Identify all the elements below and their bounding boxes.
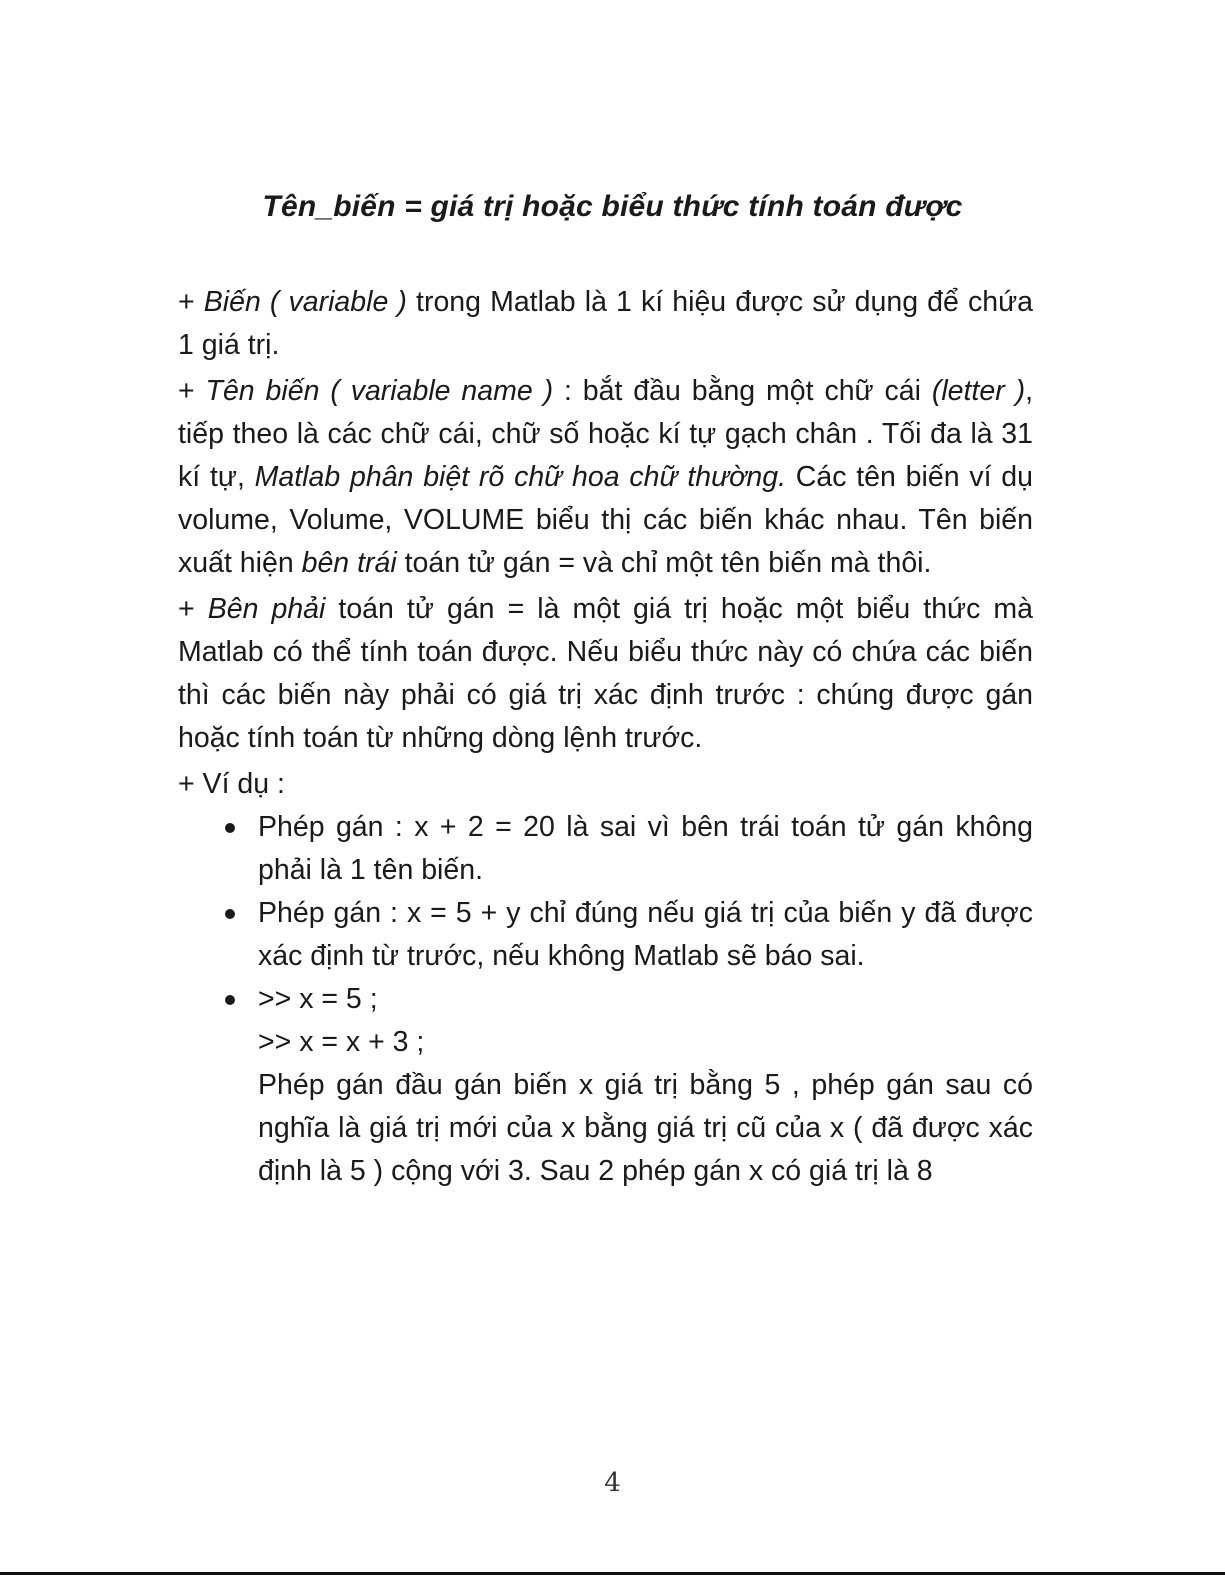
paragraph-right-side [178, 588, 1033, 760]
page-title: Tên_biến = giá trị hoặc biểu thức tính toán được [262, 190, 963, 223]
paragraph-text: trong Matlab là 1 kí hiệu được sử dụng để chứa 1 giá trị. [178, 286, 1034, 361]
example-list [178, 806, 1033, 1193]
list-item-text: Phép gán : x = 5 + y chỉ đúng nếu giá trị của biến y đã được xác định từ trước, nếu không Matlab sẽ báo sai. [258, 897, 1033, 972]
list-item [178, 806, 1033, 892]
paragraph-prefix: + [178, 286, 204, 318]
bullet-icon [225, 909, 235, 919]
bullet-icon [225, 823, 235, 833]
code-line: >> x = 5 ; [258, 983, 378, 1015]
paragraph-prefix: + [178, 593, 208, 625]
body-content [178, 281, 1033, 1193]
list-item-text: Phép gán đầu gán biến x giá trị bằng 5 , phép gán sau có nghĩa là giá trị mới của x bằng giá trị cũ của x ( đã được xác định là 5 ) cộng với 3. Sau 2 phép gán x có giá trị là 8 [258, 1069, 1033, 1187]
code-line: >> x = x + 3 ; [258, 1026, 425, 1058]
paragraph-variable-definition [178, 281, 1033, 367]
term-variable: Biến ( variable ) [203, 286, 407, 318]
term-variable-name: Tên biến ( variable name ) [205, 375, 554, 407]
bottom-border-line [0, 1572, 1225, 1575]
list-item [178, 892, 1033, 978]
paragraph-text: , tiếp theo là các chữ cái, chữ số hoặc kí tự gạch chân . Tối đa là 31 kí tự, [178, 375, 1033, 493]
paragraph-prefix: + [178, 375, 206, 407]
bullet-icon [225, 995, 235, 1005]
case-sensitivity-note: Matlab phân biệt rõ chữ hoa chữ thường. [254, 461, 786, 493]
page-number: 4 [604, 1468, 621, 1498]
paragraph-text: toán tử gán = là một giá trị hoặc một biểu thức mà Matlab có thể tính toán được. Nếu biểu thức này có chứa các biến thì các biến này phải có giá trị xác định trước : chúng được gán hoặc tính toán từ những dòng lệnh trước. [178, 593, 1034, 754]
paragraph-variable-name [178, 370, 1033, 585]
paragraph-text: : bắt đầu bằng một chữ cái [553, 375, 932, 407]
list-item [178, 978, 1033, 1193]
list-item-text: Phép gán : x + 2 = 20 là sai vì bên trái toán tử gán không phải là 1 tên biến. [258, 811, 1033, 886]
paragraph-example-heading: + Ví dụ : [178, 768, 285, 800]
paragraph-text: toán tử gán = và chỉ một tên biến mà thôi. [396, 547, 932, 579]
paragraph-text: Các tên biến ví dụ volume, Volume, VOLUME biểu thị các biến khác nhau. Tên biến xuất hiện [178, 461, 1034, 579]
term-left-side: bên trái [301, 547, 397, 579]
term-letter: (letter ) [931, 375, 1026, 407]
term-right-side: Bên phải [207, 593, 326, 625]
